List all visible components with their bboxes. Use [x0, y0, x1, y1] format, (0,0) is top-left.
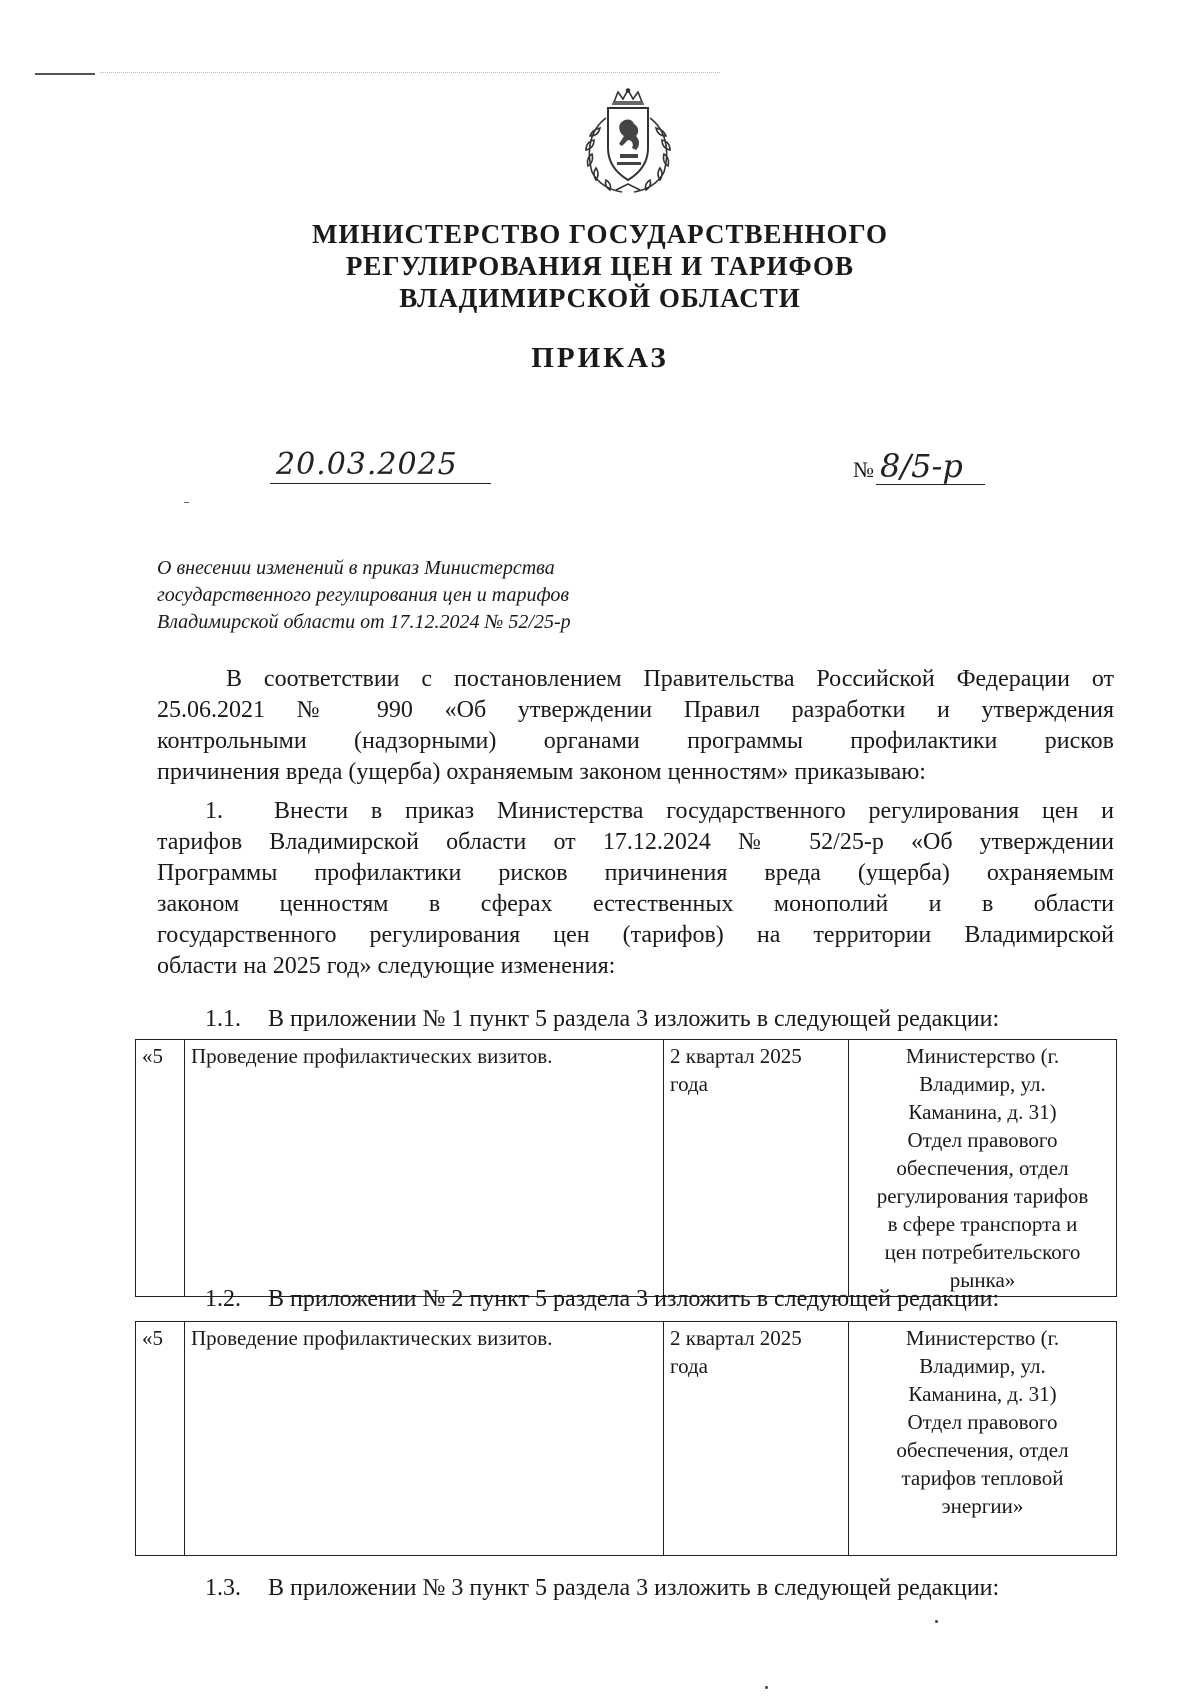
cell-line: Каманина, д. 31) [908, 1382, 1057, 1406]
cell-line: 2 квартал 2025 [670, 1326, 802, 1350]
cell-line: цен потребительского [884, 1240, 1081, 1264]
cell-term [664, 1040, 849, 1297]
cell-line: энергии» [941, 1494, 1024, 1518]
subclause-number: 1.2. [205, 1286, 241, 1312]
order-subject [157, 555, 571, 636]
paragraph-line: причинения вреда (ущерба) охраняемым законом ценностям» приказываю: [157, 759, 926, 785]
subclause-text: В приложении № 1 пункт 5 раздела 3 изложить в следующей редакции: [268, 1006, 1000, 1032]
cell-line: Каманина, д. 31) [908, 1100, 1057, 1124]
scan-artifact-tick [184, 502, 189, 503]
cell-line: рынка» [949, 1268, 1016, 1292]
subject-line: Владимирской области от 17.12.2024 № 52/25-р [157, 611, 571, 633]
paragraph-line: В соответствии с постановлением Правительства Российской Федерации от [226, 666, 1114, 692]
cell-line: Владимир, ул. [919, 1354, 1046, 1378]
paragraph-line [157, 796, 1114, 827]
number-sign: № [853, 457, 874, 482]
subclause-1-1 [205, 1004, 999, 1035]
amendment-table-2 [135, 1321, 1117, 1556]
cell-line: Владимир, ул. [919, 1072, 1046, 1096]
cell-line: года [670, 1354, 708, 1378]
subject-line: государственного регулирования цен и тарифов [157, 584, 570, 606]
table-row [136, 1322, 1117, 1556]
preamble-paragraph [157, 664, 1114, 788]
paragraph-line-text: Внести в приказ Министерства государственного регулирования цен и [274, 798, 1114, 824]
subclause-number: 1.1. [205, 1006, 241, 1032]
paragraph-line: тарифов Владимирской области от 17.12.2024 № 52/25-р «Об утверждении [157, 829, 1114, 855]
document-type-title: ПРИКАЗ [531, 342, 669, 374]
subclause-text: В приложении № 3 пункт 5 раздела 3 изложить в следующей редакции: [268, 1575, 1000, 1601]
cell-line: регулирования тарифов [876, 1184, 1089, 1208]
cell-activity: Проведение профилактических визитов. [185, 1040, 664, 1297]
scan-artifact-line [35, 73, 95, 75]
paragraph-line: области на 2025 год» следующие изменения: [157, 953, 616, 979]
table-row [136, 1040, 1117, 1297]
scan-speck [765, 1686, 768, 1689]
subclause-number: 1.3. [205, 1575, 241, 1601]
cell-item-number: «5 [136, 1322, 185, 1556]
ministry-line: МИНИСТЕРСТВО ГОСУДАРСТВЕННОГО [311, 219, 889, 249]
ministry-line: РЕГУЛИРОВАНИЯ ЦЕН И ТАРИФОВ [345, 251, 855, 281]
cell-line: обеспечения, отдел [896, 1156, 1069, 1180]
order-date: 20.03.2025 [270, 447, 491, 484]
cell-line: Отдел правового [907, 1128, 1058, 1152]
coat-of-arms-icon [576, 88, 680, 196]
cell-line: в сфере транспорта и [887, 1212, 1078, 1236]
cell-line: года [670, 1072, 708, 1096]
subclause-1-3 [205, 1573, 999, 1604]
cell-line: Министерство (г. [905, 1044, 1060, 1068]
ministry-line: ВЛАДИМИРСКОЙ ОБЛАСТИ [399, 283, 801, 313]
cell-line: Министерство (г. [905, 1326, 1060, 1350]
paragraph-line: государственного регулирования цен (тарифов) на территории Владимирской [157, 922, 1114, 948]
ministry-name [0, 218, 1200, 314]
cell-responsible [849, 1322, 1117, 1556]
paragraph-line: Программы профилактики рисков причинения вреда (ущерба) охраняемым [157, 860, 1114, 886]
order-number-value: 8/5-р [876, 448, 985, 485]
paragraph-line: законом ценностям в сферах естественных монополий и в области [157, 891, 1114, 917]
clause-1-paragraph [157, 796, 1114, 982]
scan-artifact-dots [100, 72, 720, 73]
amendment-table-1 [135, 1039, 1117, 1297]
cell-line: Отдел правового [907, 1410, 1058, 1434]
cell-item-number: «5 [136, 1040, 185, 1297]
cell-responsible [849, 1040, 1117, 1297]
cell-line: 2 квартал 2025 [670, 1044, 802, 1068]
cell-activity: Проведение профилактических визитов. [185, 1322, 664, 1556]
cell-line: обеспечения, отдел [896, 1438, 1069, 1462]
subclause-text: В приложении № 2 пункт 5 раздела 3 изложить в следующей редакции: [268, 1286, 1000, 1312]
paragraph-line: контрольными (надзорными) органами программы профилактики рисков [157, 728, 1114, 754]
paragraph-line: 25.06.2021 № 990 «Об утверждении Правил разработки и утверждения [157, 697, 1114, 723]
order-number [853, 448, 985, 485]
cell-line: тарифов тепловой [901, 1466, 1064, 1490]
scan-speck [935, 1620, 938, 1623]
cell-term [664, 1322, 849, 1556]
clause-number: 1. [205, 798, 223, 824]
subclause-1-2 [205, 1284, 999, 1315]
subject-line: О внесении изменений в приказ Министерства [157, 557, 555, 579]
